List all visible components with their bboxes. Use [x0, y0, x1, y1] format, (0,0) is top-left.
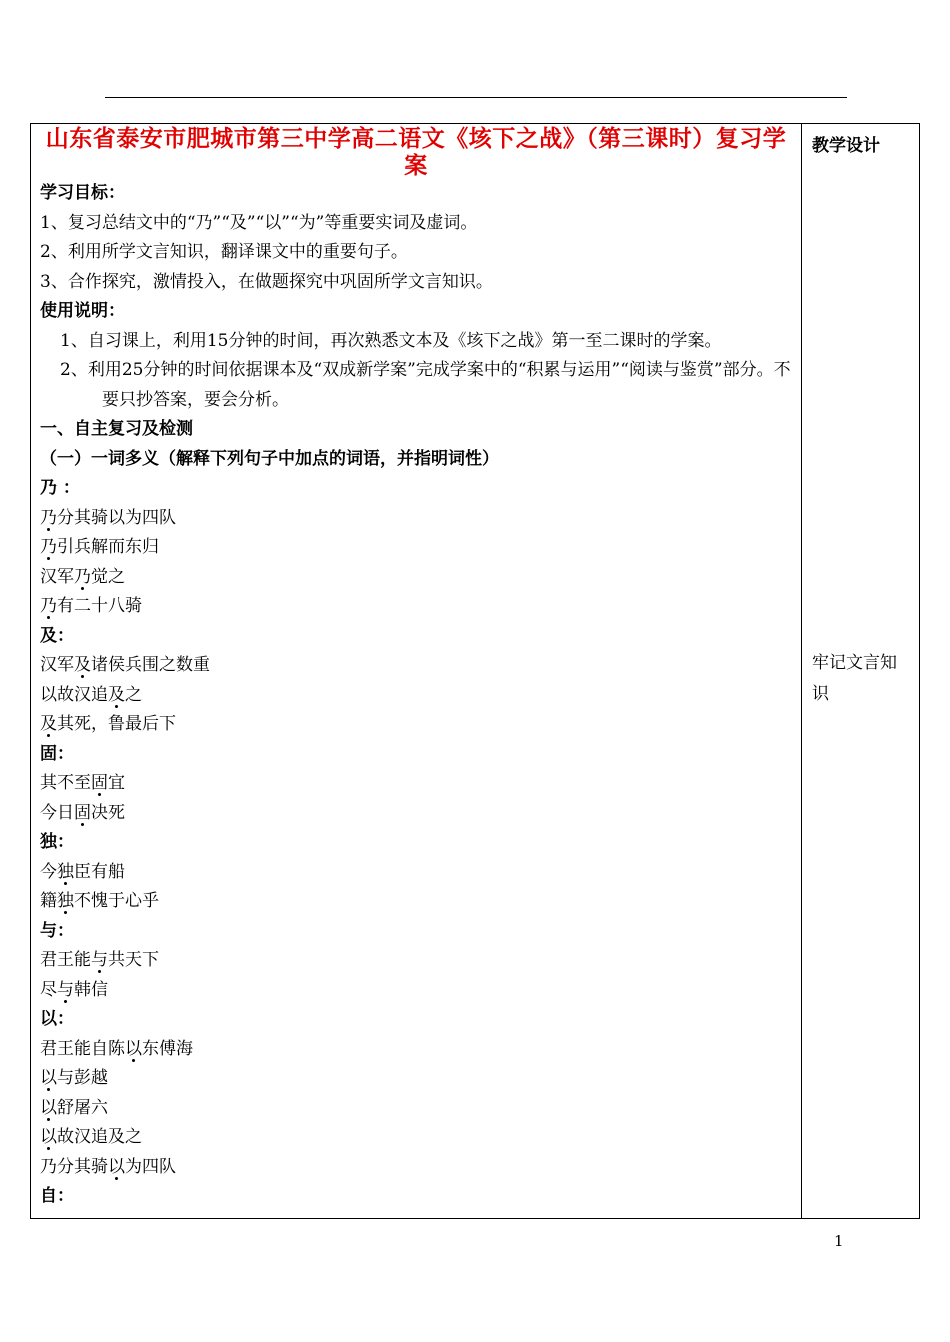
example-sentence: [40, 799, 792, 829]
sentence-text: 引兵解而东归: [57, 537, 159, 557]
usage-heading: 使用说明：: [40, 301, 125, 321]
dotted-word: 以: [108, 1156, 125, 1177]
column-divider: [801, 124, 802, 1218]
sentence-text: 韩信: [74, 979, 108, 1000]
section-heading: 一、自主复习及检测: [40, 419, 193, 439]
sentence-text: 有二十八骑: [57, 596, 142, 616]
sentence-text: 今日: [40, 802, 74, 823]
dotted-word: 独: [57, 861, 74, 882]
example-sentence: [40, 858, 792, 888]
dotted-word: 独: [57, 891, 74, 911]
sentence-text: 宜: [108, 773, 125, 793]
sentence-text: 诸侯兵围之数重: [91, 655, 210, 675]
example-sentence: [40, 1153, 792, 1183]
word-heading: 乃 ：: [40, 478, 80, 498]
dotted-word: 乃: [40, 596, 57, 616]
example-sentence: [40, 563, 792, 593]
dotted-word: 及: [74, 655, 91, 675]
goal-item: 1、复习总结文中的“乃”“及”“以”“为”等重要实词及虚词。: [40, 212, 478, 233]
dotted-word: 及: [40, 714, 57, 734]
side-note: 牢记文言知识: [812, 653, 897, 704]
sentence-text: 其死，鲁最后下: [57, 714, 176, 734]
example-sentence: [40, 533, 792, 563]
dotted-word: 乃: [40, 537, 57, 557]
sentence-text: 分其骑以为四队: [57, 507, 176, 528]
sentence-text: 为四队: [125, 1156, 176, 1177]
word-heading: 独：: [40, 832, 74, 852]
dotted-word: 固: [74, 802, 91, 823]
dotted-word: 与: [57, 979, 74, 1000]
dotted-word: 以: [125, 1038, 142, 1059]
page-title: 山东省泰安市肥城市第三中学高二语文《垓下之战》（第三课时）复习学案: [45, 125, 787, 179]
dotted-word: 以: [40, 1068, 57, 1088]
example-sentence: [40, 769, 792, 799]
page-number: 1: [834, 1232, 844, 1250]
example-sentence: [40, 710, 792, 740]
example-sentence: [40, 1123, 792, 1153]
sentence-text: 东傅海: [142, 1038, 193, 1059]
example-sentence: [40, 976, 792, 1006]
header-rule: [105, 97, 847, 98]
sentence-text: 故汉追及之: [57, 1127, 142, 1147]
sentence-text: 汉军: [40, 655, 74, 675]
sentence-text: 君王能自陈: [40, 1038, 125, 1059]
dotted-word: 以: [40, 1097, 57, 1118]
word-heading: 及：: [40, 625, 74, 646]
lesson-table: [30, 123, 920, 1219]
example-sentence: [40, 1064, 792, 1094]
sentence-text: 乃分其骑: [40, 1156, 108, 1177]
dotted-word: 及: [108, 684, 125, 705]
word-list: [40, 474, 792, 1212]
goal-item: 3、合作探究，激情投入，在做题探究中巩固所学文言知识。: [40, 271, 493, 292]
sentence-text: 尽: [40, 979, 57, 1000]
sentence-text: 籍: [40, 891, 57, 911]
example-sentence: [40, 1035, 792, 1065]
dotted-word: 与: [91, 950, 108, 970]
sentence-text: 共天下: [108, 950, 159, 970]
sentence-text: 汉军: [40, 566, 74, 587]
example-sentence: [40, 504, 792, 534]
sentence-text: 君王能: [40, 950, 91, 970]
example-sentence: [40, 681, 792, 711]
sentence-text: 其不至: [40, 773, 91, 793]
example-sentence: [40, 946, 792, 976]
sentence-text: 觉之: [91, 566, 125, 587]
sentence-text: 不愧于心乎: [74, 891, 159, 911]
main-column: [40, 124, 792, 1212]
usage-item: 2、利用25分钟的时间依据课本及“双成新学案”完成学案中的“积累与运用”“阅读与鉴赏”部分。不要只抄答案，要会分析。: [60, 360, 791, 410]
sentence-text: 与彭越: [57, 1068, 108, 1088]
word-heading: 自：: [40, 1186, 74, 1206]
sentence-text: 决死: [91, 802, 125, 823]
example-sentence: [40, 592, 792, 622]
example-sentence: [40, 651, 792, 681]
example-sentence: [40, 887, 792, 917]
usage-item: 1、自习课上，利用15分钟的时间，再次熟悉文本及《垓下之战》第一至二课时的学案。: [60, 330, 722, 351]
sentence-text: 以故汉追: [40, 684, 108, 705]
side-column: [812, 124, 912, 710]
word-heading: 与：: [40, 920, 74, 941]
word-heading: 固：: [40, 743, 74, 764]
goal-item: 2、利用所学文言知识，翻译课文中的重要句子。: [40, 242, 408, 262]
goals-heading: 学习目标：: [40, 183, 125, 203]
side-heading: 教学设计: [812, 136, 880, 156]
sentence-text: 之: [125, 684, 142, 705]
dotted-word: 以: [40, 1127, 57, 1147]
sentence-text: 今: [40, 861, 57, 882]
word-heading: 以：: [40, 1009, 74, 1029]
sentence-text: 臣有船: [74, 861, 125, 882]
sentence-text: 舒屠六: [57, 1097, 108, 1118]
subsection-heading: （一）一词多义（解释下列句子中加点的词语，并指明词性）: [40, 448, 499, 469]
dotted-word: 乃: [40, 507, 57, 528]
dotted-word: 乃: [74, 566, 91, 587]
example-sentence: [40, 1094, 792, 1124]
dotted-word: 固: [91, 773, 108, 793]
